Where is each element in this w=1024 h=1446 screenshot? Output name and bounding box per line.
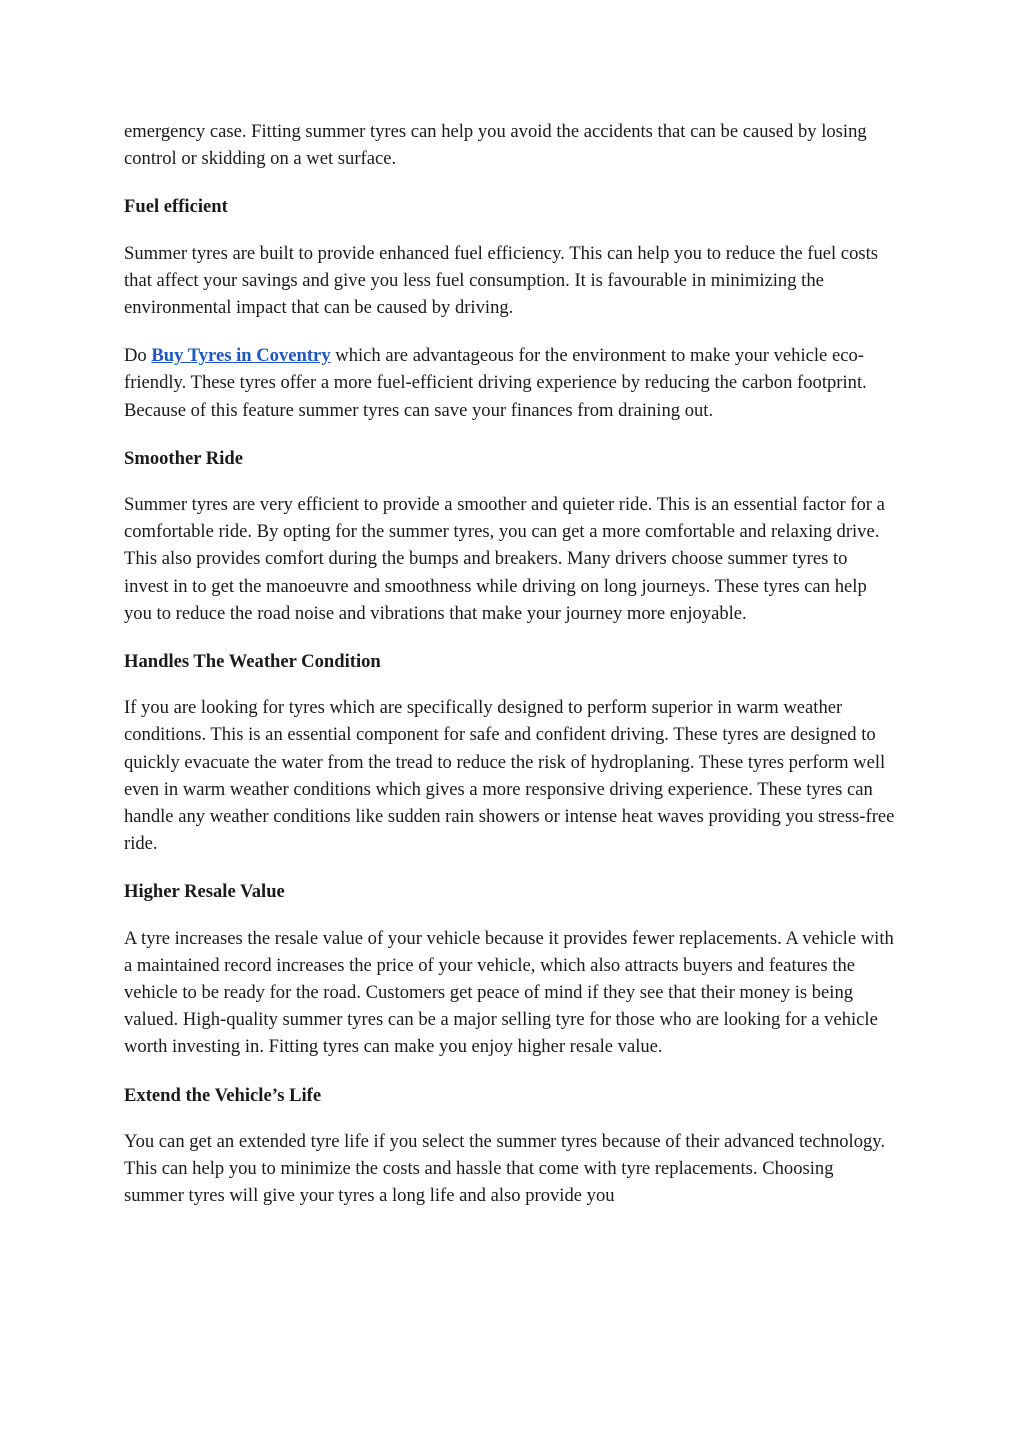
document-page — [124, 118, 896, 1231]
heading-resale-value: Higher Resale Value — [124, 881, 285, 903]
link-paragraph-before: Do — [124, 345, 152, 367]
heading-weather-condition: Handles The Weather Condition — [124, 651, 381, 673]
paragraph-smoother-ride: Summer tyres are very efficient to provide a smoother and quieter ride. This is an essential factor for a comfortable ride. By opting for the summer tyres, you can get a more comfortable and relaxing drive. This also provides comfort during the bumps and breakers. Many drivers choose summer tyres to invest in to get the manoeuvre and smoothness while driving on long journeys. These tyres can help you to reduce the road noise and vibrations that make your journey more enjoyable. — [124, 494, 885, 624]
heading-vehicle-life: Extend the Vehicle’s Life — [124, 1084, 322, 1106]
buy-tyres-coventry-link[interactable]: Buy Tyres in Coventry — [151, 345, 331, 367]
paragraph-vehicle-life: You can get an extended tyre life if you select the summer tyres because of their advanced technology. This can help you to minimize the costs and hassle that come with tyre replacements. Choosing summer tyres will give your tyres a long life and also provide you — [124, 1130, 886, 1207]
link-paragraph-after: which are advantageous for the environment to make your vehicle eco-friendly. These tyres offer a more fuel-efficient driving experience by reducing the carbon footprint. Because of this feature summer tyres can save your finances from draining out. — [124, 345, 867, 421]
paragraph-weather-condition: If you are looking for tyres which are specifically designed to perform superior in warm weather conditions. This is an essential component for safe and confident driving. These tyres are designed to quickly evacuate the water from the tread to reduce the risk of hydroplaning. These tyres perform well even in warm weather conditions which gives a more responsive driving experience. These tyres can handle any weather conditions like sudden rain showers or intense heat waves providing you stress-free ride. — [124, 697, 895, 855]
heading-fuel-efficient: Fuel efficient — [124, 196, 228, 218]
paragraph-buy-tyres — [124, 342, 896, 424]
paragraph-resale-value: A tyre increases the resale value of your vehicle because it provides fewer replacements. A vehicle with a maintained record increases the price of your vehicle, which also attracts buyers and features the vehicle to be ready for the road. Customers get peace of mind if they see that their money is being valued. High-quality summer tyres can be a major selling tyre for those who are looking for a vehicle worth investing in. Fitting tyres can make you enjoy higher resale value. — [124, 927, 894, 1058]
continuation-paragraph: emergency case. Fitting summer tyres can help you avoid the accidents that can be caused by losing control or skidding on a wet surface. — [124, 121, 867, 170]
heading-smoother-ride: Smoother Ride — [124, 447, 243, 469]
paragraph-fuel-efficient: Summer tyres are built to provide enhanced fuel efficiency. This can help you to reduce the fuel costs that affect your savings and give you less fuel consumption. It is favourable in minimizing the environmental impact that can be caused by driving. — [124, 242, 878, 319]
